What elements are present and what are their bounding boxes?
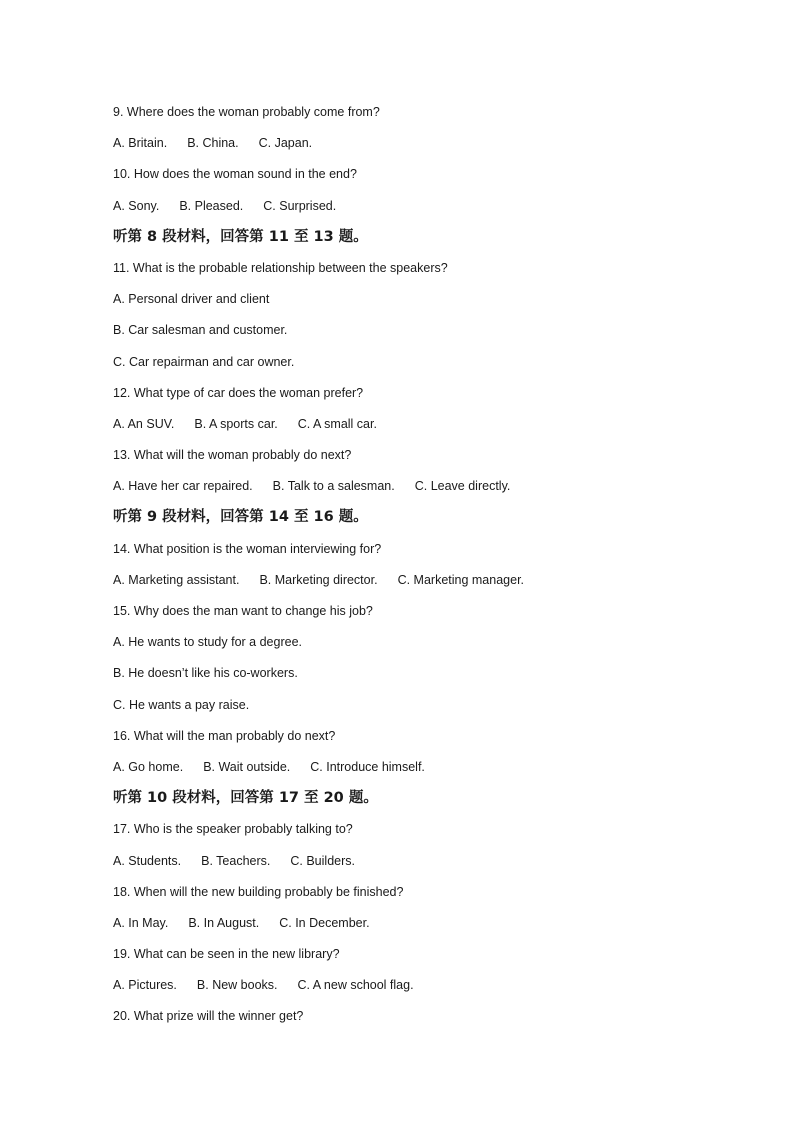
question-text: 9. Where does the woman probably come from? [113,105,380,119]
options-row [113,974,753,1005]
options-row [113,912,753,943]
options-row [113,756,753,787]
options-row [113,850,753,881]
answer-option: A. Britain. [113,136,168,151]
answer-option: B. Talk to a salesman. [272,479,395,494]
options-row [113,662,753,693]
answer-option: B. New books. [196,978,278,993]
question-text: 20. What prize will the winner get? [113,1009,304,1024]
options-row [113,475,753,506]
section-heading: 听第 8 段材料，回答第 11 至 13 题。 [113,228,368,245]
answer-option: A. In May. [113,915,169,930]
answer-option: C. Car repairman and car owner. [113,354,295,369]
question-text: 18. When will the new building probably be finished? [113,884,404,899]
answer-option: C. Japan. [258,136,313,151]
answer-option: C. In December. [279,915,370,930]
answer-option: C. Builders. [290,853,355,868]
answer-option: A. Marketing assistant. [113,572,240,587]
answer-option: B. A sports car. [194,416,278,431]
answer-option: B. He doesn’t like his co-workers. [113,666,298,681]
answer-option: C. A small car. [297,416,377,431]
answer-option: A. Sony. [113,198,160,213]
question-text: 16. What will the man probably do next? [113,728,336,743]
options-row [113,132,753,163]
section-heading: 听第 10 段材料，回答第 17 至 20 题。 [113,790,378,807]
options-row [113,195,753,226]
question-text: 13. What will the woman probably do next? [113,448,352,463]
answer-option: A. Personal driver and client [113,292,270,307]
answer-option: A. He wants to study for a degree. [113,635,302,650]
answer-option: A. Have her car repaired. [113,479,253,494]
answer-option: A. Pictures. [113,978,177,993]
answer-option: C. Marketing manager. [397,572,525,587]
answer-option: C. Leave directly. [414,479,511,494]
answer-option: B. Car salesman and customer. [113,323,288,338]
options-row [113,288,753,319]
options-row [113,631,753,662]
answer-option: A. Students. [113,853,182,868]
question-text: 17. Who is the speaker probably talking to? [113,822,353,837]
answer-option: B. Teachers. [201,853,271,868]
options-row [113,319,753,350]
question-text: 15. Why does the man want to change his job? [113,604,373,618]
question-text: 14. What position is the woman interviewing for? [113,541,382,556]
answer-option: B. Pleased. [179,198,244,213]
answer-option: C. Surprised. [263,198,337,213]
answer-option: C. Introduce himself. [310,759,425,774]
question-text: 10. How does the woman sound in the end? [113,167,357,182]
question-text: 19. What can be seen in the new library? [113,947,340,962]
question-text: 11. What is the probable relationship between the speakers? [113,260,448,275]
options-row [113,569,753,600]
options-row [113,694,753,725]
answer-option: B. Wait outside. [203,759,291,774]
answer-option: C. He wants a pay raise. [113,697,250,712]
options-row [113,351,753,382]
question-text: 12. What type of car does the woman prefer? [113,385,364,400]
exam-page [113,101,753,1037]
options-row [113,413,753,444]
answer-option: B. In August. [188,915,260,930]
answer-option: A. Go home. [113,759,184,774]
section-heading: 听第 9 段材料，回答第 14 至 16 题。 [113,509,368,526]
answer-option: B. China. [187,136,239,151]
answer-option: C. A new school flag. [297,978,414,993]
answer-option: A. An SUV. [113,416,175,431]
answer-option: B. Marketing director. [259,572,378,587]
